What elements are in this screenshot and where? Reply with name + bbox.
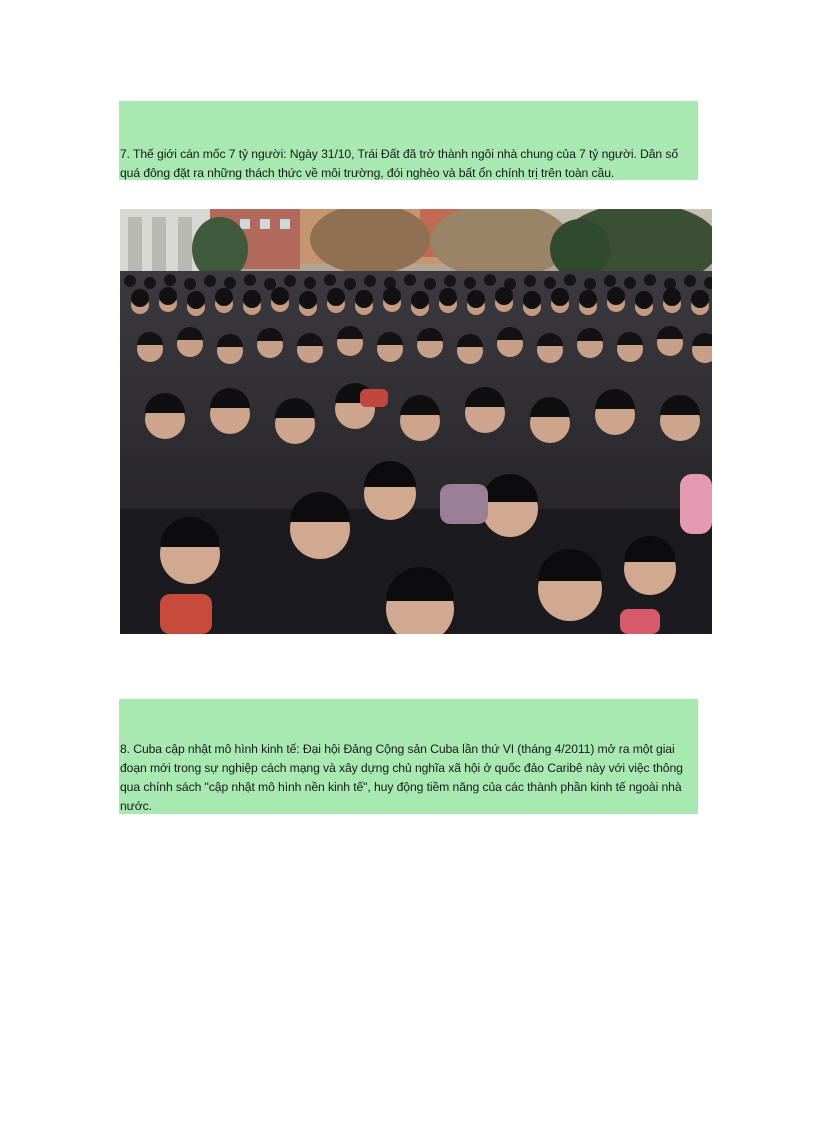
section-7-text: 7. Thế giới cán mốc 7 tỷ người: Ngày 31/10, Trái Đất đã trở thành ngôi nhà chung của 7 tỷ người. Dân số quá đông đặt ra những thách thức về môi trường, đói nghèo và bất ổn chính trị trên toàn cầu.	[120, 147, 679, 180]
section-8-text: 8. Cuba cập nhật mô hình kinh tế: Đại hội Đảng Cộng sản Cuba lần thứ VI (tháng 4/2011) mở ra một giai đoạn mới trong sự nghiệp cách mạng và xây dựng chủ nghĩa xã hội ở quốc đảo Caribê này với việc thông qua chính sách "cập nhật mô hình nền kinh tế", huy động tiềm năng của các thành phần kinh tế ngoài nhà nước.	[120, 742, 683, 813]
section-7-box	[119, 101, 698, 180]
crowd-photo	[120, 209, 712, 634]
section-8-box	[119, 699, 698, 814]
crowd-illustration	[120, 209, 712, 634]
